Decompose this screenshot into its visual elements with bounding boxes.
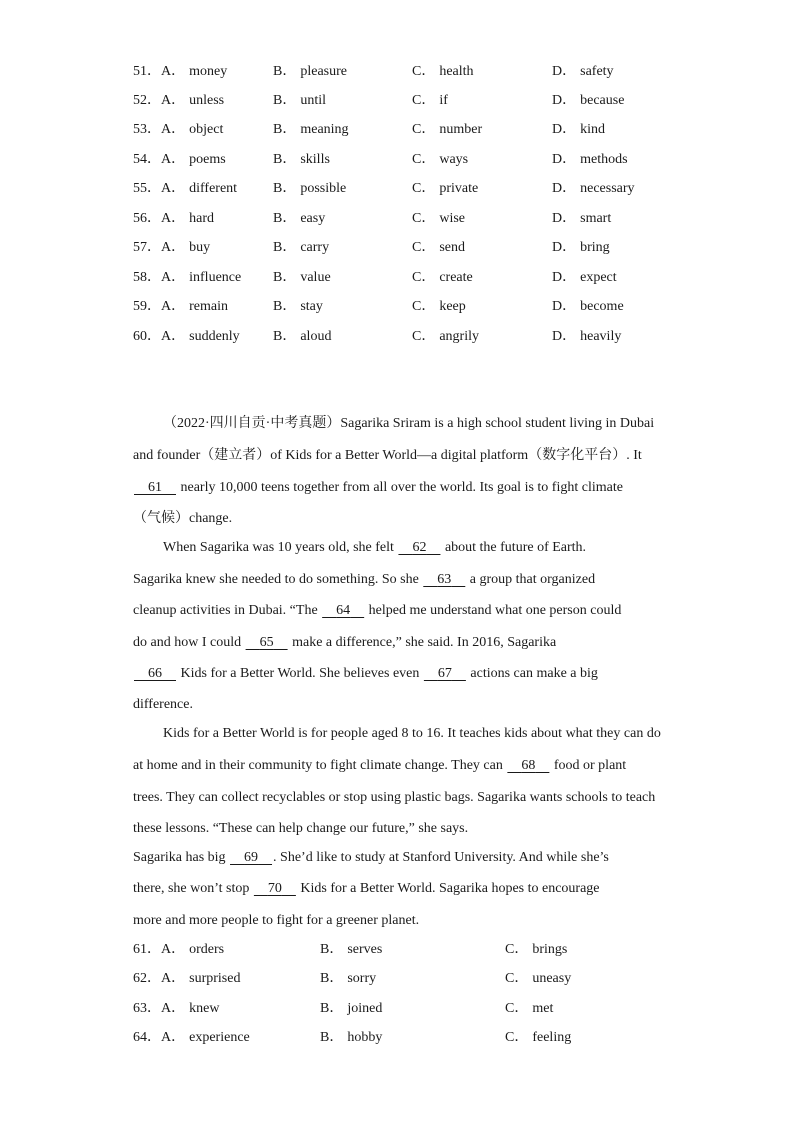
- option-d: D． necessary: [552, 181, 635, 196]
- question-number: 63．: [133, 1001, 161, 1016]
- blank-63: 63: [437, 572, 452, 587]
- option-c: C． ways: [412, 152, 469, 167]
- option-b: B． joined: [320, 1001, 383, 1016]
- option-b: B． stay: [273, 299, 323, 314]
- question-number: 57．: [133, 240, 161, 255]
- option-d: D． smart: [552, 211, 612, 226]
- option-b: B． possible: [273, 181, 347, 196]
- passage-line: do and how I could 65 make a difference,” she said. In 2016, Sagarika: [133, 633, 556, 653]
- option-c: C． create: [412, 270, 473, 285]
- option-d: D． become: [552, 299, 624, 314]
- option-a: A． hard: [161, 211, 215, 226]
- option-a: A． unless: [161, 93, 225, 108]
- option-b: B． carry: [273, 240, 330, 255]
- option-c: C． if: [412, 93, 448, 108]
- option-a: A． surprised: [161, 971, 241, 986]
- blank-65: 65: [259, 635, 274, 650]
- blank-64: 64: [336, 603, 351, 618]
- question-number: 53．: [133, 122, 161, 137]
- option-c: C． number: [412, 122, 483, 137]
- question-number: 52．: [133, 93, 161, 108]
- blank-69: 69: [244, 850, 259, 865]
- blank-67: 67: [437, 666, 452, 681]
- question-number: 55．: [133, 181, 161, 196]
- option-b: B． aloud: [273, 329, 332, 344]
- option-b: B． pleasure: [273, 64, 347, 79]
- option-a: A． suddenly: [161, 329, 240, 344]
- option-b: B． sorry: [320, 971, 377, 986]
- question-number: 60．: [133, 329, 161, 344]
- option-a: A． poems: [161, 152, 226, 167]
- option-c: C． met: [505, 1001, 554, 1016]
- question-number: 61．: [133, 942, 161, 957]
- passage-line: and founder（建立者）of Kids for a Better World—a digital platform（数字化平台）. It: [133, 448, 642, 463]
- question-number: 54．: [133, 152, 161, 167]
- option-d: D． heavily: [552, 329, 622, 344]
- option-d: D． kind: [552, 122, 606, 137]
- option-c: C． health: [412, 64, 474, 79]
- passage-line: （2022·四川自贡·中考真题）Sagarika Sriram is a high school student living in Dubai: [163, 416, 655, 431]
- option-a: A． money: [161, 64, 228, 79]
- option-a: A． knew: [161, 1001, 220, 1016]
- question-number: 58．: [133, 270, 161, 285]
- option-a: A． remain: [161, 299, 228, 314]
- option-c: C． private: [412, 181, 479, 196]
- blank-62: 62: [412, 540, 427, 555]
- question-number: 62．: [133, 971, 161, 986]
- option-c: C． brings: [505, 942, 568, 957]
- option-b: B． until: [273, 93, 327, 108]
- option-a: A． orders: [161, 942, 225, 957]
- option-c: C． uneasy: [505, 971, 572, 986]
- passage-line: 61 nearly 10,000 teens together from all over the world. Its goal is to fight climate: [133, 478, 623, 498]
- blank-68: 68: [521, 758, 536, 773]
- blank-70: 70: [267, 881, 282, 896]
- option-b: B． meaning: [273, 122, 349, 137]
- passage-line: 66 Kids for a Better World. She believes even 67 actions can make a big: [133, 664, 598, 684]
- question-number: 64．: [133, 1030, 161, 1045]
- question-number: 56．: [133, 211, 161, 226]
- option-a: A． object: [161, 122, 224, 137]
- passage-line: （气候）change.: [133, 511, 233, 526]
- question-number: 51．: [133, 64, 161, 79]
- option-a: A． different: [161, 181, 238, 196]
- option-b: B． serves: [320, 942, 383, 957]
- option-c: C． angrily: [412, 329, 479, 344]
- option-c: C． feeling: [505, 1030, 572, 1045]
- passage-line: more and more people to fight for a greener planet.: [133, 913, 420, 928]
- option-b: B． skills: [273, 152, 330, 167]
- option-a: A． buy: [161, 240, 211, 255]
- passage-line: cleanup activities in Dubai. “The 64 helped me understand what one person could: [133, 601, 621, 621]
- option-c: C． keep: [412, 299, 466, 314]
- blank-61: 61: [148, 480, 162, 495]
- question-number: 59．: [133, 299, 161, 314]
- option-c: C． send: [412, 240, 466, 255]
- option-a: A． experience: [161, 1030, 250, 1045]
- blank-66: 66: [148, 666, 162, 681]
- passage-line: trees. They can collect recyclables or stop using plastic bags. Sagarika wants schools to teach: [133, 790, 656, 805]
- option-d: D． expect: [552, 270, 617, 285]
- passage-line: there, she won’t stop 70 Kids for a Better World. Sagarika hopes to encourage: [133, 879, 600, 899]
- option-d: D． methods: [552, 152, 628, 167]
- option-c: C． wise: [412, 211, 466, 226]
- option-a: A． influence: [161, 270, 242, 285]
- option-d: D． because: [552, 93, 625, 108]
- option-d: D． bring: [552, 240, 610, 255]
- passage-line: When Sagarika was 10 years old, she felt 62 about the future of Earth.: [163, 538, 586, 558]
- passage-line: difference.: [133, 697, 193, 712]
- passage-line: at home and in their community to fight climate change. They can 68 food or plant: [133, 756, 626, 776]
- passage-line: Sagarika knew she needed to do something. So she 63 a group that organized: [133, 570, 595, 590]
- option-d: D． safety: [552, 64, 614, 79]
- passage-line: these lessons. “These can help change our future,” she says.: [133, 821, 469, 836]
- passage-line: Sagarika has big 69 . She’d like to study at Stanford University. And while she’s: [133, 848, 609, 868]
- option-b: B． value: [273, 270, 331, 285]
- passage-line: Kids for a Better World is for people aged 8 to 16. It teaches kids about what they can do: [163, 726, 661, 741]
- option-b: B． hobby: [320, 1030, 383, 1045]
- option-b: B． easy: [273, 211, 326, 226]
